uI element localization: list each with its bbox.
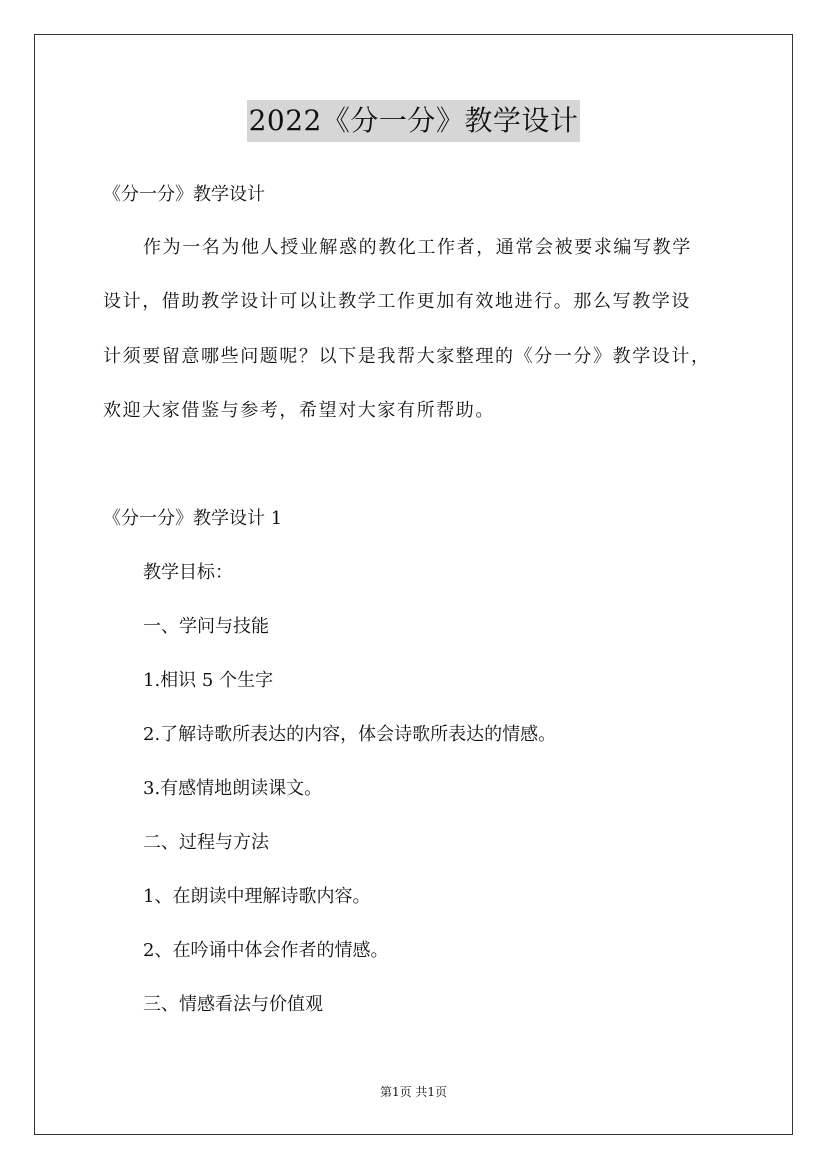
intro-line-1: 作为一名为他人授业解惑的教化工作者，通常会被要求编写教学	[143, 237, 692, 258]
list-item: 1.相识 5 个生字	[143, 670, 274, 691]
intro-line-4: 欢迎大家借鉴与参考，希望对大家有所帮助。	[103, 400, 495, 421]
page-footer: 第1页 共1页	[379, 1085, 448, 1099]
section-title: 《分一分》教学设计 1	[103, 508, 283, 529]
list-item: 三、情感看法与价值观	[143, 994, 323, 1015]
objectives-heading: 教学目标：	[143, 562, 233, 583]
list-item: 3.有感情地朗读课文。	[143, 778, 323, 799]
document-subtitle: 《分一分》教学设计	[103, 184, 265, 205]
list-item: 2.了解诗歌所表达的内容，体会诗歌所表达的情感。	[143, 724, 557, 745]
list-item: 二、过程与方法	[143, 832, 269, 853]
list-item: 一、学问与技能	[143, 616, 269, 637]
title-container	[0, 100, 827, 142]
document-title: 2022《分一分》教学设计	[247, 100, 581, 142]
intro-line-2: 设计，借助教学设计可以让教学工作更加有效地进行。那么写教学设	[103, 291, 691, 312]
intro-line-3: 计须要留意哪些问题呢？以下是我帮大家整理的《分一分》教学设计，	[103, 346, 711, 367]
list-item: 2、在吟诵中体会作者的情感。	[143, 940, 389, 961]
list-item: 1、在朗读中理解诗歌内容。	[143, 886, 371, 907]
